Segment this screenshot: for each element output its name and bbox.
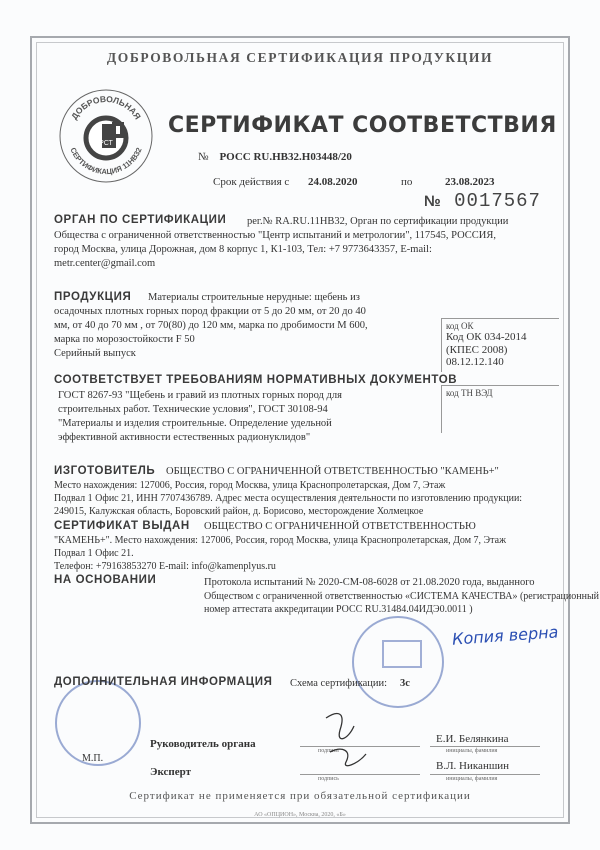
head-sign-caption: подпись <box>318 748 339 754</box>
product-line-1: осадочных плотных горных пород фракции от 5 до 20 мм, от 20 до 40 <box>54 306 366 317</box>
code-ok-line-1: (КПЕС 2008) <box>446 343 508 356</box>
head-name-line <box>430 746 540 747</box>
copy-note: Копия верна <box>451 622 559 649</box>
product-line-0: Материалы строительные нерудные: щебень из <box>148 292 360 303</box>
organ-line-1: Общества с ограниченной ответственностью "Центр испытаний и метрологии", 117545, РОССИЯ, <box>54 230 496 241</box>
serial-row <box>424 190 541 212</box>
expert-label: Эксперт <box>150 766 192 778</box>
head-name-caption: инициалы, фамилия <box>446 748 498 754</box>
expert-name: В.Л. Никаншин <box>436 760 510 772</box>
product-line-3: марка по морозостойкости F 50 <box>54 334 195 345</box>
logo-text-top: ДОБРОВОЛЬНАЯ <box>69 93 143 122</box>
footer-note: Сертификат не применяется при обязательной сертификации <box>129 790 471 802</box>
header-title: ДОБРОВОЛЬНАЯ СЕРТИФИКАЦИЯ ПРОДУКЦИИ <box>106 50 494 65</box>
additional-label: ДОПОЛНИТЕЛЬНАЯ ИНФОРМАЦИЯ <box>54 676 273 688</box>
number-row <box>198 151 352 165</box>
basis-line-0: Обществом с ограниченной ответственностью «СИСТЕМА КАЧЕСТВА» (регистрационный <box>204 591 600 602</box>
compliance-line-0: ГОСТ 8267-93 "Щебень и гравий из плотных горных пород для <box>58 390 342 401</box>
expert-name-line <box>430 774 540 775</box>
product-line-4: Серийный выпуск <box>54 348 136 359</box>
product-line-2: мм, от 40 до 70 мм , от 70(80) до 120 мм, марка по дробимости М 600, <box>54 320 368 331</box>
stamp-rect-mark <box>382 640 422 668</box>
compliance-line-3: эффективной активности естественных радионуклидов" <box>58 432 311 443</box>
scheme-value: 3с <box>400 678 410 689</box>
organ-line-3: metr.center@gmail.com <box>54 258 156 269</box>
print-line: АО «ОПЦИОН», Москва, 2020, «Б» <box>254 812 346 818</box>
serial-label: № <box>424 193 442 210</box>
manufacturer-label: ИЗГОТОВИТЕЛЬ <box>54 465 156 477</box>
issued-line-2: Телефон: +79163853270 E-mail: info@kamenplyus.ru <box>54 561 276 572</box>
product-label: ПРОДУКЦИЯ <box>54 291 132 303</box>
signature-icon <box>318 700 378 780</box>
code-tn-box <box>441 385 559 433</box>
logo-text-bottom: СЕРТИФИКАЦИЯ 11НВ32 <box>68 146 144 177</box>
organ-line-0: рег.№ RA.RU.11НВ32, Орган по сертификации продукции <box>247 216 509 227</box>
compliance-line-1: строительных работ. Технические условия", ГОСТ 30108-94 <box>58 404 328 415</box>
validity-to-label: по <box>401 176 413 188</box>
validity-label: Срок действия с <box>213 176 290 188</box>
code-ok-label: код ОК <box>446 321 474 331</box>
number-label: № <box>198 151 209 163</box>
rst-logo-icon <box>58 88 154 184</box>
scheme-label: Схема сертификации: <box>290 678 388 689</box>
issued-line-1: Подвал 1 Офис 21. <box>54 548 134 559</box>
issued-name: ОБЩЕСТВО С ОГРАНИЧЕННОЙ ОТВЕТСТВЕННОСТЬЮ <box>204 521 476 532</box>
expert-name-caption: инициалы, фамилия <box>446 776 498 782</box>
manufacturer-name: ОБЩЕСТВО С ОГРАНИЧЕННОЙ ОТВЕТСТВЕННОСТЬЮ "КАМЕНЬ+" <box>166 466 499 477</box>
head-name: Е.И. Белянкина <box>436 733 509 745</box>
logo-center: РСТ <box>99 140 113 147</box>
organ-label: ОРГАН ПО СЕРТИФИКАЦИИ <box>54 214 227 226</box>
issued-label: СЕРТИФИКАТ ВЫДАН <box>54 520 190 532</box>
serial-value: 0017567 <box>454 190 541 212</box>
code-ok-line-0: Код ОК 034-2014 <box>446 331 527 343</box>
code-ok-box <box>441 318 559 372</box>
code-ok-line-2: 08.12.12.140 <box>446 356 504 368</box>
validity-row <box>213 176 543 190</box>
code-tn-label: код ТН ВЭД <box>446 388 493 398</box>
mp-label: М.П. <box>82 753 104 764</box>
number-value: РОСС RU.НВ32.Н03448/20 <box>219 151 352 163</box>
manufacturer-line-0: Место нахождения: 127006, Россия, город Москва, улица Краснопролетарская, Дом 7, Этаж <box>54 480 446 491</box>
validity-to: 23.08.2023 <box>445 176 495 188</box>
compliance-line-2: "Материалы и изделия строительные. Определение удельной <box>58 418 332 429</box>
compliance-label: СООТВЕТСТВУЕТ ТРЕБОВАНИЯМ НОРМАТИВНЫХ ДОКУМЕНТОВ <box>54 374 458 386</box>
manufacturer-line-1: Подвал 1 Офис 21, ИНН 7707436789. Адрес места осуществления деятельности по изготовлению продукции: <box>54 493 523 504</box>
validity-from: 24.08.2020 <box>308 176 358 188</box>
issued-line-0: "КАМЕНЬ+". Место нахождения: 127006, Россия, город Москва, улица Краснопролетарская, Дом 7, Этаж <box>54 535 506 546</box>
basis-first-line: Протокола испытаний № 2020-СМ-08-6028 от 21.08.2020 года, выданного <box>204 577 535 588</box>
organ-line-2: город Москва, улица Дорожная, дом 8 корпус 1, К1-103, Тел: +7 9773643357, E-mail: <box>54 244 432 255</box>
expert-sign-caption: подпись <box>318 776 339 782</box>
basis-line-1: номер аттестата аккредитации РОСС RU.31484.04ИДЭ0.0011 ) <box>204 604 473 615</box>
basis-label: НА ОСНОВАНИИ <box>54 574 157 586</box>
head-label: Руководитель органа <box>150 738 256 750</box>
manufacturer-line-2: 249015, Калужская область, Боровский район, д. Борисово, месторождение Холмецкое <box>54 506 424 517</box>
certificate-title: СЕРТИФИКАТ СООТВЕТСТВИЯ <box>168 113 557 138</box>
